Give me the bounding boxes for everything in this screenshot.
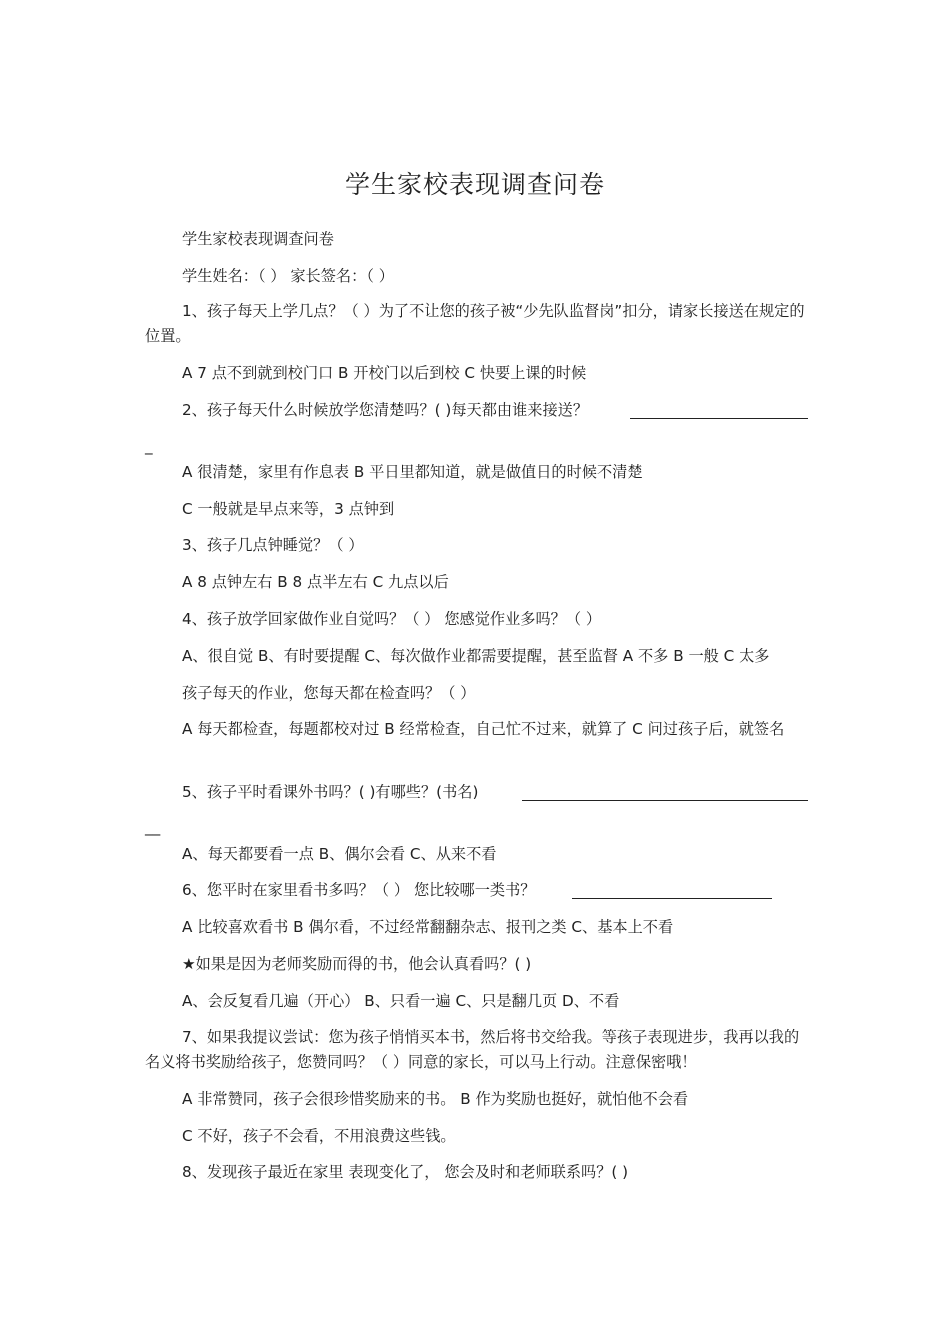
question-6-answer-blank	[572, 898, 772, 899]
question-7-options-a-b: A 非常赞同，孩子会很珍惜奖励来的书。 B 作为奖励也挺好，就怕他不会看	[182, 1090, 689, 1108]
question-4-options: A、很自觉 B、有时要提醒 C、每次做作业都需要提醒，甚至监督 A 不多 B 一般 C 太多	[182, 647, 770, 665]
question-1: 1、孩子每天上学几点？（ ）为了不让您的孩子被“少先队监督岗”扣分，请家长接送在规定的位置。	[145, 302, 805, 345]
question-5-answer-blank	[522, 800, 808, 801]
question-6-options: A 比较喜欢看书 B 偶尔看，不过经常翻翻杂志、报刊之类 C、基本上不看	[182, 918, 674, 936]
document-title: 学生家校表现调查问卷	[344, 170, 605, 199]
subtitle-line: 学生家校表现调查问卷	[182, 230, 334, 248]
question-7: 7、如果我提议尝试：您为孩子悄悄买本书，然后将书交给我。等孩子表现进步，我再以我的名义将书奖励给孩子，您赞同吗？（ ）同意的家长，可以马上行动。注意保密哦！	[145, 1028, 800, 1071]
question-2-continuation: _	[145, 437, 153, 455]
question-2-option-c: C 一般就是早点来等，3 点钟到	[182, 500, 395, 518]
reward-book-question: ★如果是因为老师奖励而得的书，他会认真看吗？( )	[182, 955, 532, 973]
question-3: 3、孩子几点钟睡觉？（ ）	[182, 536, 364, 554]
question-2-answer-blank	[630, 418, 808, 419]
question-8: 8、发现孩子最近在家里 表现变化了， 您会及时和老师联系吗？( )	[182, 1163, 629, 1181]
question-3-options: A 8 点钟左右 B 8 点半左右 C 九点以后	[182, 573, 449, 591]
question-6: 6、您平时在家里看书多吗？（ ） 您比较哪一类书？	[182, 881, 536, 899]
homework-check-question: 孩子每天的作业，您每天都在检查吗？（ ）	[182, 684, 476, 702]
name-signature-line: 学生姓名：（ ） 家长签名：（ ）	[182, 267, 394, 285]
question-7-option-c: C 不好，孩子不会看，不用浪费这些钱。	[182, 1127, 456, 1145]
reward-book-options: A、会反复看几遍（开心） B、只看一遍 C、只是翻几页 D、不看	[182, 992, 620, 1010]
question-5: 5、孩子平时看课外书吗？( )有哪些？(书名)	[182, 783, 479, 801]
question-5-options: A、每天都要看一点 B、偶尔会看 C、从来不看	[182, 845, 497, 863]
question-2: 2、孩子每天什么时候放学您清楚吗？( )每天都由谁来接送？	[182, 401, 589, 419]
question-4: 4、孩子放学回家做作业自觉吗？（ ） 您感觉作业多吗？（ ）	[182, 610, 602, 628]
question-2-options-a-b: A 很清楚，家里有作息表 B 平日里都知道，就是做值日的时候不清楚	[182, 463, 643, 481]
question-1-options: A 7 点不到就到校门口 B 开校门以后到校 C 快要上课的时候	[182, 364, 587, 382]
question-5-continuation: __	[145, 818, 161, 836]
homework-check-options: A 每天都检查，每题都校对过 B 经常检查，自己忙不过来，就算了 C 问过孩子后，就签名	[182, 720, 785, 738]
